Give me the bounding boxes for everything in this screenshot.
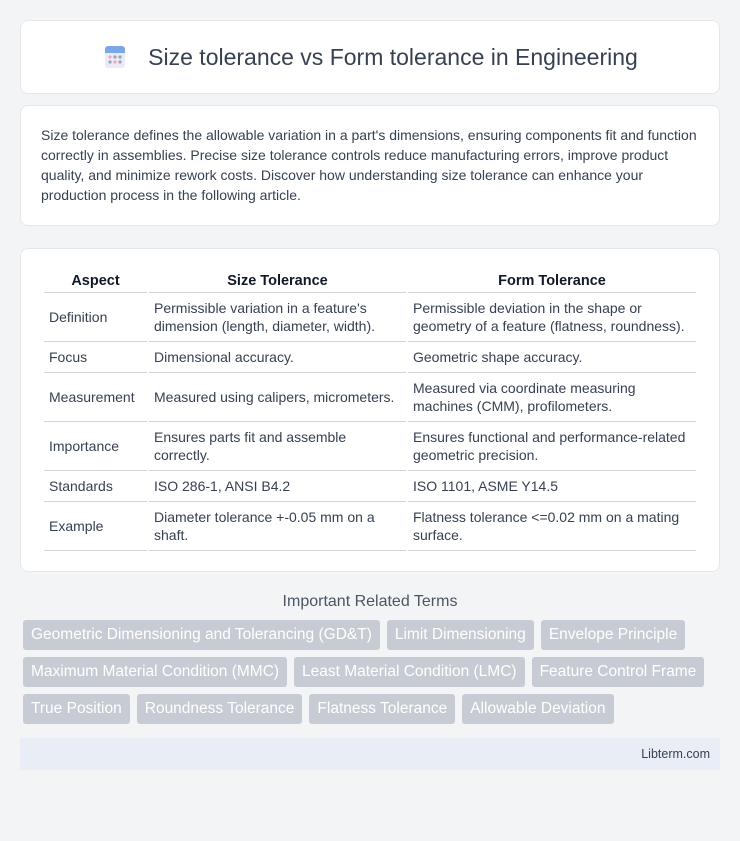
term-chip[interactable]: Maximum Material Condition (MMC) — [23, 657, 287, 687]
row-size-tolerance: Permissible variation in a feature's dimension (length, diameter, width). — [149, 293, 406, 342]
row-form-tolerance: Permissible deviation in the shape or geometry of a feature (flatness, roundness). — [408, 293, 696, 342]
related-terms-heading: Important Related Terms — [282, 593, 458, 610]
table-row — [44, 422, 696, 471]
row-aspect: Focus — [44, 342, 147, 373]
calculator-icon — [102, 44, 128, 70]
row-aspect: Example — [44, 502, 147, 551]
row-size-tolerance: Measured using calipers, micrometers. — [149, 373, 406, 422]
term-chip[interactable]: Limit Dimensioning — [387, 620, 534, 650]
intro-card — [20, 105, 720, 226]
header-form-tolerance: Form Tolerance — [408, 267, 696, 293]
related-terms-section — [20, 593, 720, 731]
term-chip[interactable]: Feature Control Frame — [532, 657, 705, 687]
term-chip[interactable]: Envelope Principle — [541, 620, 685, 650]
comparison-table-card — [20, 248, 720, 572]
header-card — [20, 20, 720, 94]
table-row — [44, 342, 696, 373]
table-row — [44, 502, 696, 551]
term-chip[interactable]: Flatness Tolerance — [309, 694, 455, 724]
term-chip[interactable]: Allowable Deviation — [462, 694, 613, 724]
row-form-tolerance: Ensures functional and performance-related geometric precision. — [408, 422, 696, 471]
term-chip[interactable]: Least Material Condition (LMC) — [294, 657, 525, 687]
comparison-table — [42, 267, 698, 551]
intro-text: Size tolerance defines the allowable variation in a part's dimensions, ensuring components fit and function correctly in assemblies. Precise size tolerance controls reduce manufacturing errors, improve product quality, and minimize rework costs. Discover how understanding size tolerance can enhance your production process in the following article. — [41, 127, 697, 203]
table-header-row — [44, 267, 696, 293]
table-row — [44, 293, 696, 342]
table-row — [44, 373, 696, 422]
row-aspect: Importance — [44, 422, 147, 471]
row-form-tolerance: ISO 1101, ASME Y14.5 — [408, 471, 696, 502]
header-size-tolerance: Size Tolerance — [149, 267, 406, 293]
row-form-tolerance: Geometric shape accuracy. — [408, 342, 696, 373]
row-size-tolerance: Ensures parts fit and assemble correctly. — [149, 422, 406, 471]
footer-site-link[interactable]: Libterm.com — [641, 747, 710, 761]
row-size-tolerance: Diameter tolerance +-0.05 mm on a shaft. — [149, 502, 406, 551]
term-chip[interactable]: Roundness Tolerance — [137, 694, 303, 724]
row-aspect: Measurement — [44, 373, 147, 422]
row-size-tolerance: Dimensional accuracy. — [149, 342, 406, 373]
row-size-tolerance: ISO 286-1, ANSI B4.2 — [149, 471, 406, 502]
term-chip[interactable]: Geometric Dimensioning and Tolerancing (GD&T) — [23, 620, 380, 650]
footer — [20, 738, 720, 770]
row-form-tolerance: Flatness tolerance <=0.02 mm on a mating surface. — [408, 502, 696, 551]
related-terms-list — [20, 620, 720, 731]
row-aspect: Definition — [44, 293, 147, 342]
row-form-tolerance: Measured via coordinate measuring machines (CMM), profilometers. — [408, 373, 696, 422]
term-chip[interactable]: True Position — [23, 694, 130, 724]
header-aspect: Aspect — [44, 267, 147, 293]
page-title: Size tolerance vs Form tolerance in Engineering — [148, 43, 638, 70]
row-aspect: Standards — [44, 471, 147, 502]
table-row — [44, 471, 696, 502]
